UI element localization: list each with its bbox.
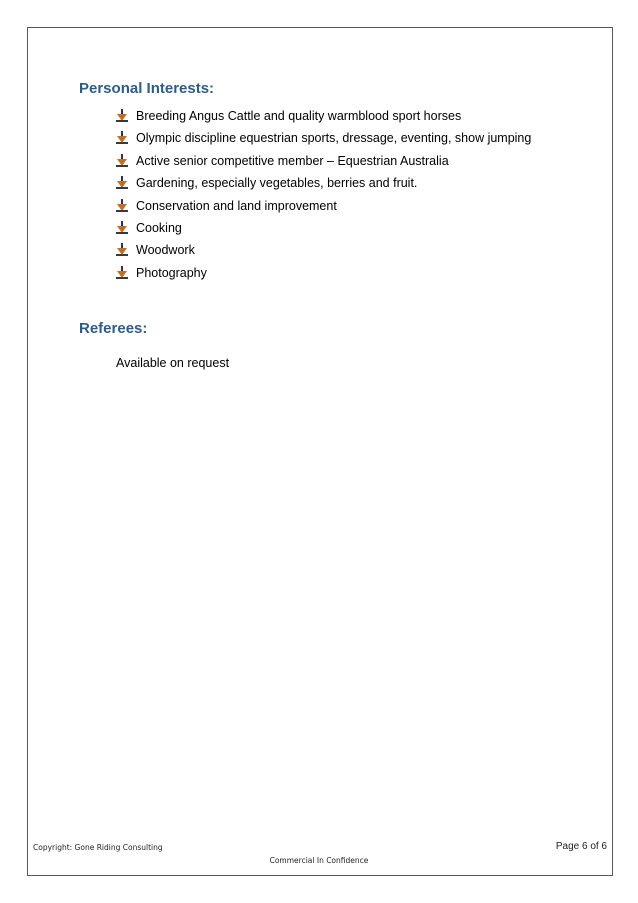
list-item-text: Breeding Angus Cattle and quality warmblood sport horses bbox=[136, 109, 462, 123]
arrow-down-bullet-icon bbox=[116, 176, 128, 189]
list-item-text: Woodwork bbox=[136, 243, 195, 258]
list-item-text: Conservation and land improvement bbox=[136, 198, 337, 213]
footer-copyright: Copyright: Gone Riding Consulting bbox=[33, 843, 163, 852]
list-item-text: Photography bbox=[136, 265, 207, 280]
arrow-down-bullet-icon bbox=[116, 131, 128, 144]
list-item bbox=[116, 265, 531, 287]
list-item-text: Gardening, especially vegetables, berries and fruit. bbox=[136, 176, 418, 191]
list-item-text: Active senior competitive member – Equestrian Australia bbox=[136, 153, 449, 168]
list-item-text: Olympic discipline equestrian sports, dressage, eventing, show jumping bbox=[136, 131, 532, 146]
personal-interests-list bbox=[116, 108, 531, 287]
footer-confidential: Commercial In Confidence bbox=[269, 856, 369, 865]
list-item bbox=[116, 198, 531, 220]
arrow-down-bullet-icon bbox=[116, 266, 128, 279]
footer-page-number: Page 6 of 6 bbox=[555, 841, 607, 852]
arrow-down-bullet-icon bbox=[116, 221, 128, 234]
arrow-down-bullet-icon bbox=[116, 243, 128, 256]
arrow-down-bullet-icon bbox=[116, 109, 128, 122]
arrow-down-bullet-icon bbox=[116, 199, 128, 212]
list-item-text: Cooking bbox=[136, 220, 182, 235]
list-item bbox=[116, 108, 531, 130]
arrow-down-bullet-icon bbox=[116, 154, 128, 167]
referees-heading: Referees: bbox=[79, 320, 148, 337]
personal-interests-heading: Personal Interests: bbox=[79, 80, 215, 97]
referees-text: Available on request bbox=[116, 356, 230, 370]
list-item bbox=[116, 242, 531, 264]
list-item bbox=[116, 220, 531, 242]
list-item bbox=[116, 175, 531, 197]
list-item bbox=[116, 130, 531, 152]
list-item bbox=[116, 153, 531, 175]
